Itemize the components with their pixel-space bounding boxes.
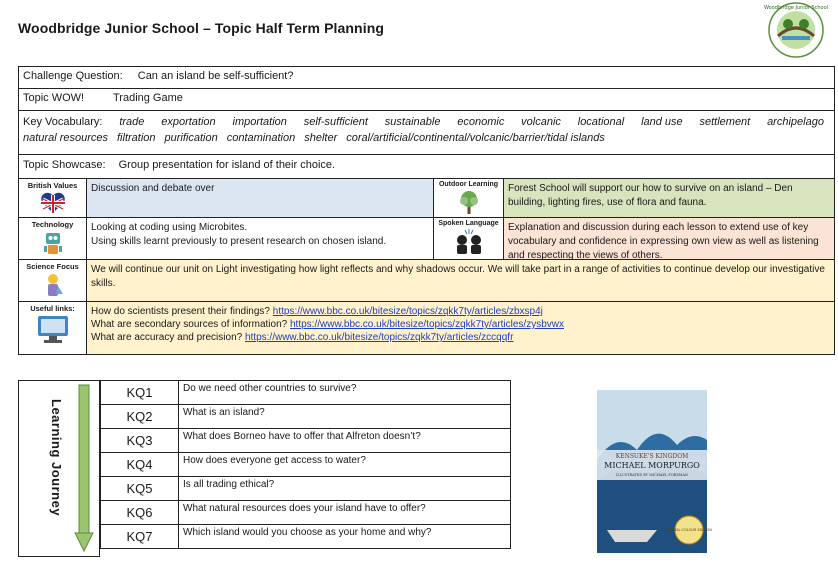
- vocabulary-word: archipelago: [767, 116, 824, 128]
- challenge-row: [19, 67, 834, 89]
- showcase-label: Topic Showcase:: [23, 159, 106, 171]
- technology-cell: [19, 218, 87, 259]
- page-title: Woodbridge Junior School – Topic Half Term Planning: [18, 20, 385, 36]
- useful-links-row: [19, 302, 834, 355]
- showcase-row: [19, 155, 834, 179]
- wow-row: [19, 89, 834, 111]
- outdoor-learning-text: Forest School will support our how to survive on an island – Den building, lighting fires, use of flora and fauna.: [504, 179, 834, 217]
- key-question-row: [101, 501, 511, 525]
- link-question: How do scientists present their findings?: [91, 306, 270, 317]
- vocabulary-word: importation: [232, 116, 287, 128]
- science-text: We will continue our unit on Light investigating how light reflects and why shadows occur. We will take part in a range of activities to continue develop our investigative skills.: [91, 264, 825, 289]
- useful-links-list: [87, 302, 834, 354]
- vocabulary-word: locational: [577, 116, 625, 128]
- key-question-text: Is all trading ethical?: [179, 477, 511, 501]
- book-title: KENSUKE'S KINGDOM: [615, 453, 689, 460]
- computer-screen-icon: [35, 314, 71, 346]
- outdoor-learning-cell: [434, 179, 504, 217]
- key-question-number: KQ7: [101, 525, 179, 549]
- key-question-text: Which island would you choose as your home and why?: [179, 525, 511, 549]
- tree-icon: [457, 189, 481, 215]
- vocabulary-line-2: [23, 130, 830, 146]
- key-question-number: KQ1: [101, 381, 179, 405]
- vocabulary-word: filtration: [117, 132, 156, 144]
- key-question-row: [101, 453, 511, 477]
- link-row: [91, 318, 830, 331]
- spoken-language-text: Explanation and discussion during each lesson to extend use of key vocabulary and confidence in expressing own view as well as listening and respecting the views of others.: [504, 218, 834, 259]
- science-label: Science Focus: [26, 262, 79, 271]
- science-kid-icon: [42, 272, 64, 298]
- speaking-people-icon: [454, 228, 484, 256]
- link-question: What are accuracy and precision?: [91, 332, 243, 343]
- key-question-row: [101, 405, 511, 429]
- bitesize-link[interactable]: https://www.bbc.co.uk/bitesize/topics/zqkk7ty/articles/zysbvwx: [290, 319, 564, 330]
- key-question-number: KQ6: [101, 501, 179, 525]
- spoken-language-cell: [434, 218, 504, 259]
- british-values-cell: [19, 179, 87, 217]
- science-cell: [19, 260, 87, 301]
- vocabulary-word: exportation: [161, 116, 216, 128]
- key-question-text: How does everyone get access to water?: [179, 453, 511, 477]
- key-question-number: KQ5: [101, 477, 179, 501]
- link-row: [91, 331, 830, 344]
- vocabulary-label: Key Vocabulary:: [23, 116, 103, 128]
- key-question-text: What is an island?: [179, 405, 511, 429]
- vocabulary-word: trade: [119, 116, 145, 128]
- challenge-value: Can an island be self-sufficient?: [137, 70, 294, 82]
- bitesize-link[interactable]: https://www.bbc.co.uk/bitesize/topics/zqkk7ty/articles/zccqqfr: [244, 332, 514, 343]
- logo-text: Woodbridge Junior School: [763, 5, 829, 11]
- british-values-text: Discussion and debate over: [87, 179, 434, 217]
- key-question-number: KQ2: [101, 405, 179, 429]
- vocabulary-word: shelter: [304, 132, 338, 144]
- values-row: [19, 179, 834, 218]
- vocabulary-word: purification: [164, 132, 218, 144]
- learning-journey-label: Learning Journey: [49, 399, 64, 517]
- technology-row: [19, 218, 834, 260]
- vocabulary-word: settlement: [699, 116, 751, 128]
- wow-value: Trading Game: [112, 92, 183, 104]
- vocabulary-row: [19, 111, 834, 155]
- key-question-row: [101, 429, 511, 453]
- link-row: [91, 305, 830, 318]
- key-questions-table: [100, 380, 511, 549]
- science-row: [19, 260, 834, 302]
- school-logo: [760, 0, 832, 60]
- technology-text: [87, 218, 434, 259]
- vocabulary-word: natural resources: [23, 132, 108, 144]
- planning-table: [18, 66, 835, 355]
- vocabulary-line-1: [23, 114, 830, 130]
- vocabulary-word: contamination: [226, 132, 296, 144]
- bitesize-link[interactable]: https://www.bbc.co.uk/bitesize/topics/zqkk7ty/articles/zbxsp4j: [272, 306, 543, 317]
- vocabulary-word: coral/artificial/continental/volcanic/barrier/tidal islands: [346, 132, 605, 144]
- key-question-row: [101, 525, 511, 549]
- vocabulary-word: volcanic: [521, 116, 561, 128]
- wow-label: Topic WOW!: [23, 92, 85, 104]
- key-question-text: What natural resources does your island have to offer?: [179, 501, 511, 525]
- link-question: What are secondary sources of information?: [91, 319, 288, 330]
- useful-links-label: Useful links:: [30, 304, 75, 313]
- book-illustrator: ILLUSTRATED BY MICHAEL FOREMAN: [615, 473, 689, 477]
- vocabulary-word: self-sufficient: [303, 116, 368, 128]
- technology-line-1: Looking at coding using Microbites.: [91, 222, 248, 233]
- spoken-language-label: Spoken Language: [438, 220, 499, 227]
- key-question-row: [101, 381, 511, 405]
- key-question-number: KQ4: [101, 453, 179, 477]
- learning-journey-box: [18, 380, 100, 557]
- key-question-text: Do we need other countries to survive?: [179, 381, 511, 405]
- book-author: MICHAEL MORPURGO: [604, 461, 700, 470]
- book-cover-image: [597, 390, 712, 553]
- book-badge: SPECIAL COLOUR EDITION: [666, 528, 712, 532]
- union-jack-heart-icon: [40, 191, 66, 215]
- key-question-row: [101, 477, 511, 501]
- technology-line-2: Using skills learnt previously to present research on chosen island.: [91, 236, 387, 247]
- down-arrow-icon: [75, 385, 93, 553]
- key-question-number: KQ3: [101, 429, 179, 453]
- british-values-label: British Values: [27, 181, 78, 190]
- vocabulary-word: economic: [457, 116, 505, 128]
- showcase-value: Group presentation for island of their choice.: [118, 159, 336, 171]
- robot-icon: [42, 230, 64, 256]
- vocabulary-word: sustainable: [384, 116, 441, 128]
- outdoor-learning-label: Outdoor Learning: [438, 181, 499, 188]
- challenge-label: Challenge Question:: [23, 70, 123, 82]
- useful-links-cell: [19, 302, 87, 354]
- vocabulary-word: land use: [641, 116, 683, 128]
- technology-label: Technology: [31, 220, 74, 229]
- key-question-text: What does Borneo have to offer that Alfreton doesn’t?: [179, 429, 511, 453]
